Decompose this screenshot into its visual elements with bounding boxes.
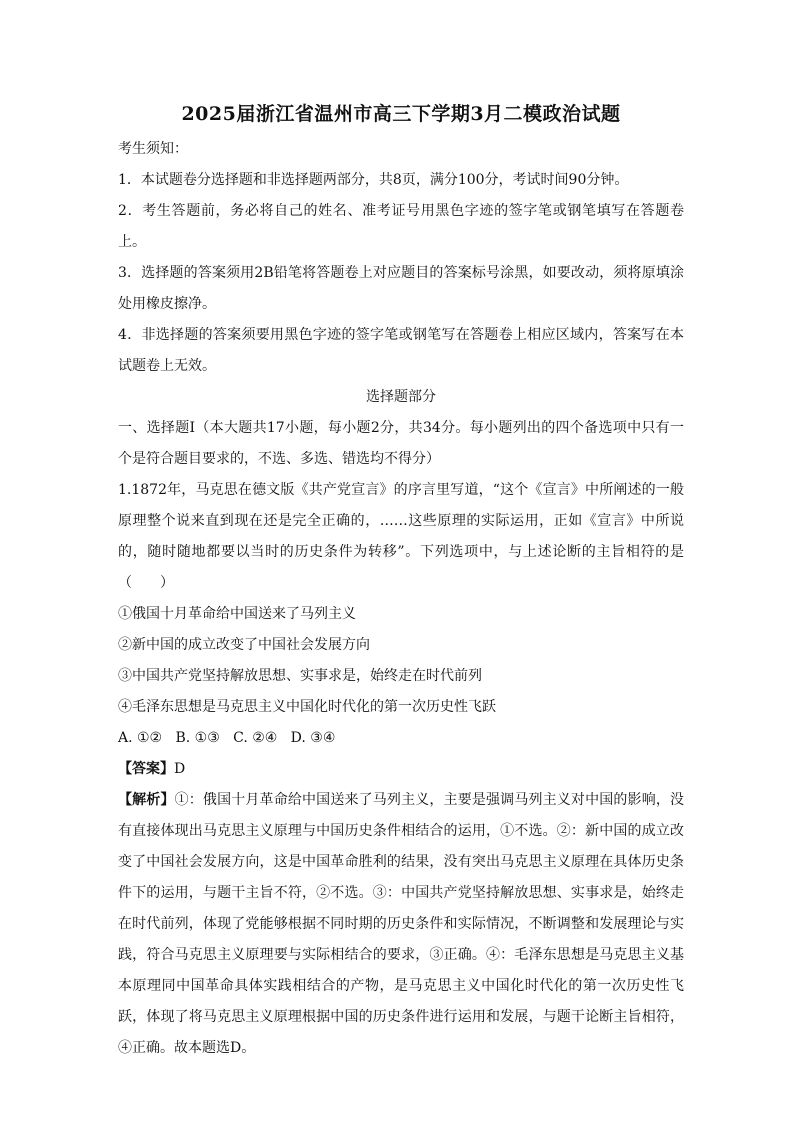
question-option-2: ②新中国的成立改变了中国社会发展方向: [118, 637, 370, 653]
question-option-3: ③中国共产党坚持解放思想、实事求是，始终走在时代前列: [118, 668, 482, 684]
analysis-paragraph: [118, 785, 684, 1064]
answer-value: D: [174, 761, 186, 777]
answer-line: [118, 754, 684, 785]
page-title: 2025届浙江省温州市高三下学期3月二模政治试题: [181, 103, 621, 125]
question-option-1: ①俄国十月革命给中国送来了马列主义: [118, 606, 356, 622]
section-title: 选择题部分: [366, 389, 436, 405]
question-option-4: ④毛泽东思想是马克思主义中国化时代化的第一次历史性飞跃: [118, 699, 496, 715]
notice-item-2: 2．考生答题前，务必将自己的姓名、准考证号用黑色字迹的签字笔或钢笔填写在答题卷上。: [118, 203, 684, 250]
notice-item-3: 3．选择题的答案须用2B铅笔将答题卷上对应题目的答案标号涂黑，如要改动，须将原填涂处用橡皮擦净。: [118, 265, 684, 312]
document-page: [118, 100, 684, 1064]
answer-choices: A. ①② B. ①③ C. ②④ D. ③④: [118, 730, 336, 746]
notice-heading: 考生须知：: [118, 141, 188, 157]
analysis-text: ①：俄国十月革命给中国送来了马列主义，主要是强调马列主义对中国的影响，没有直接体现出马克思主义原理与中国历史条件相结合的运用，①不选。②：新中国的成立改变了中国社会发展方向，这是中国革命胜利的结果，没有突出马克思主义原理在具体历史条件下的运用，与题干主旨不符，②不选。③：中国共产党坚持解放思想、实事求是，始终走在时代前列，体现了党能够根据不同时期的历史条件和实际情况，不断调整和发展理论与实践，符合马克思主义原理要与实际相结合的要求，③正确。④：毛泽东思想是马克思主义基本原理同中国革命具体实践相结合的产物，是马克思主义中国化时代化的第一次历史性飞跃，体现了将马克思主义原理根据中国的历史条件进行运用和发展，与题干论断主旨相符，④正确。故本题选D。: [118, 792, 685, 1056]
part-intro: 一、选择题Ⅰ（本大题共17小题，每小题2分，共34分。每小题列出的四个备选项中只有一个是符合题目要求的，不选、多选、错选均不得分）: [118, 420, 684, 467]
notice-item-4: 4．非选择题的答案须要用黑色字迹的签字笔或钢笔写在答题卷上相应区域内，答案写在本试题卷上无效。: [118, 327, 684, 374]
analysis-label: 【解析】: [118, 792, 175, 808]
question-stem: 1.1872年，马克思在德文版《共产党宣言》的序言里写道，“这个《宣言》中所阐述的一般原理整个说来直到现在还是完全正确的，……这些原理的实际运用，正如《宣言》中所说的，随时随地都要以当时的历史条件为转移”。下列选项中，与上述论断的主旨相符的是（ ）: [118, 482, 684, 591]
answer-label: 【答案】: [118, 761, 174, 777]
notice-item-1: 1．本试题卷分选择题和非选择题两部分，共8页，满分100分，考试时间90分钟。: [118, 172, 629, 188]
